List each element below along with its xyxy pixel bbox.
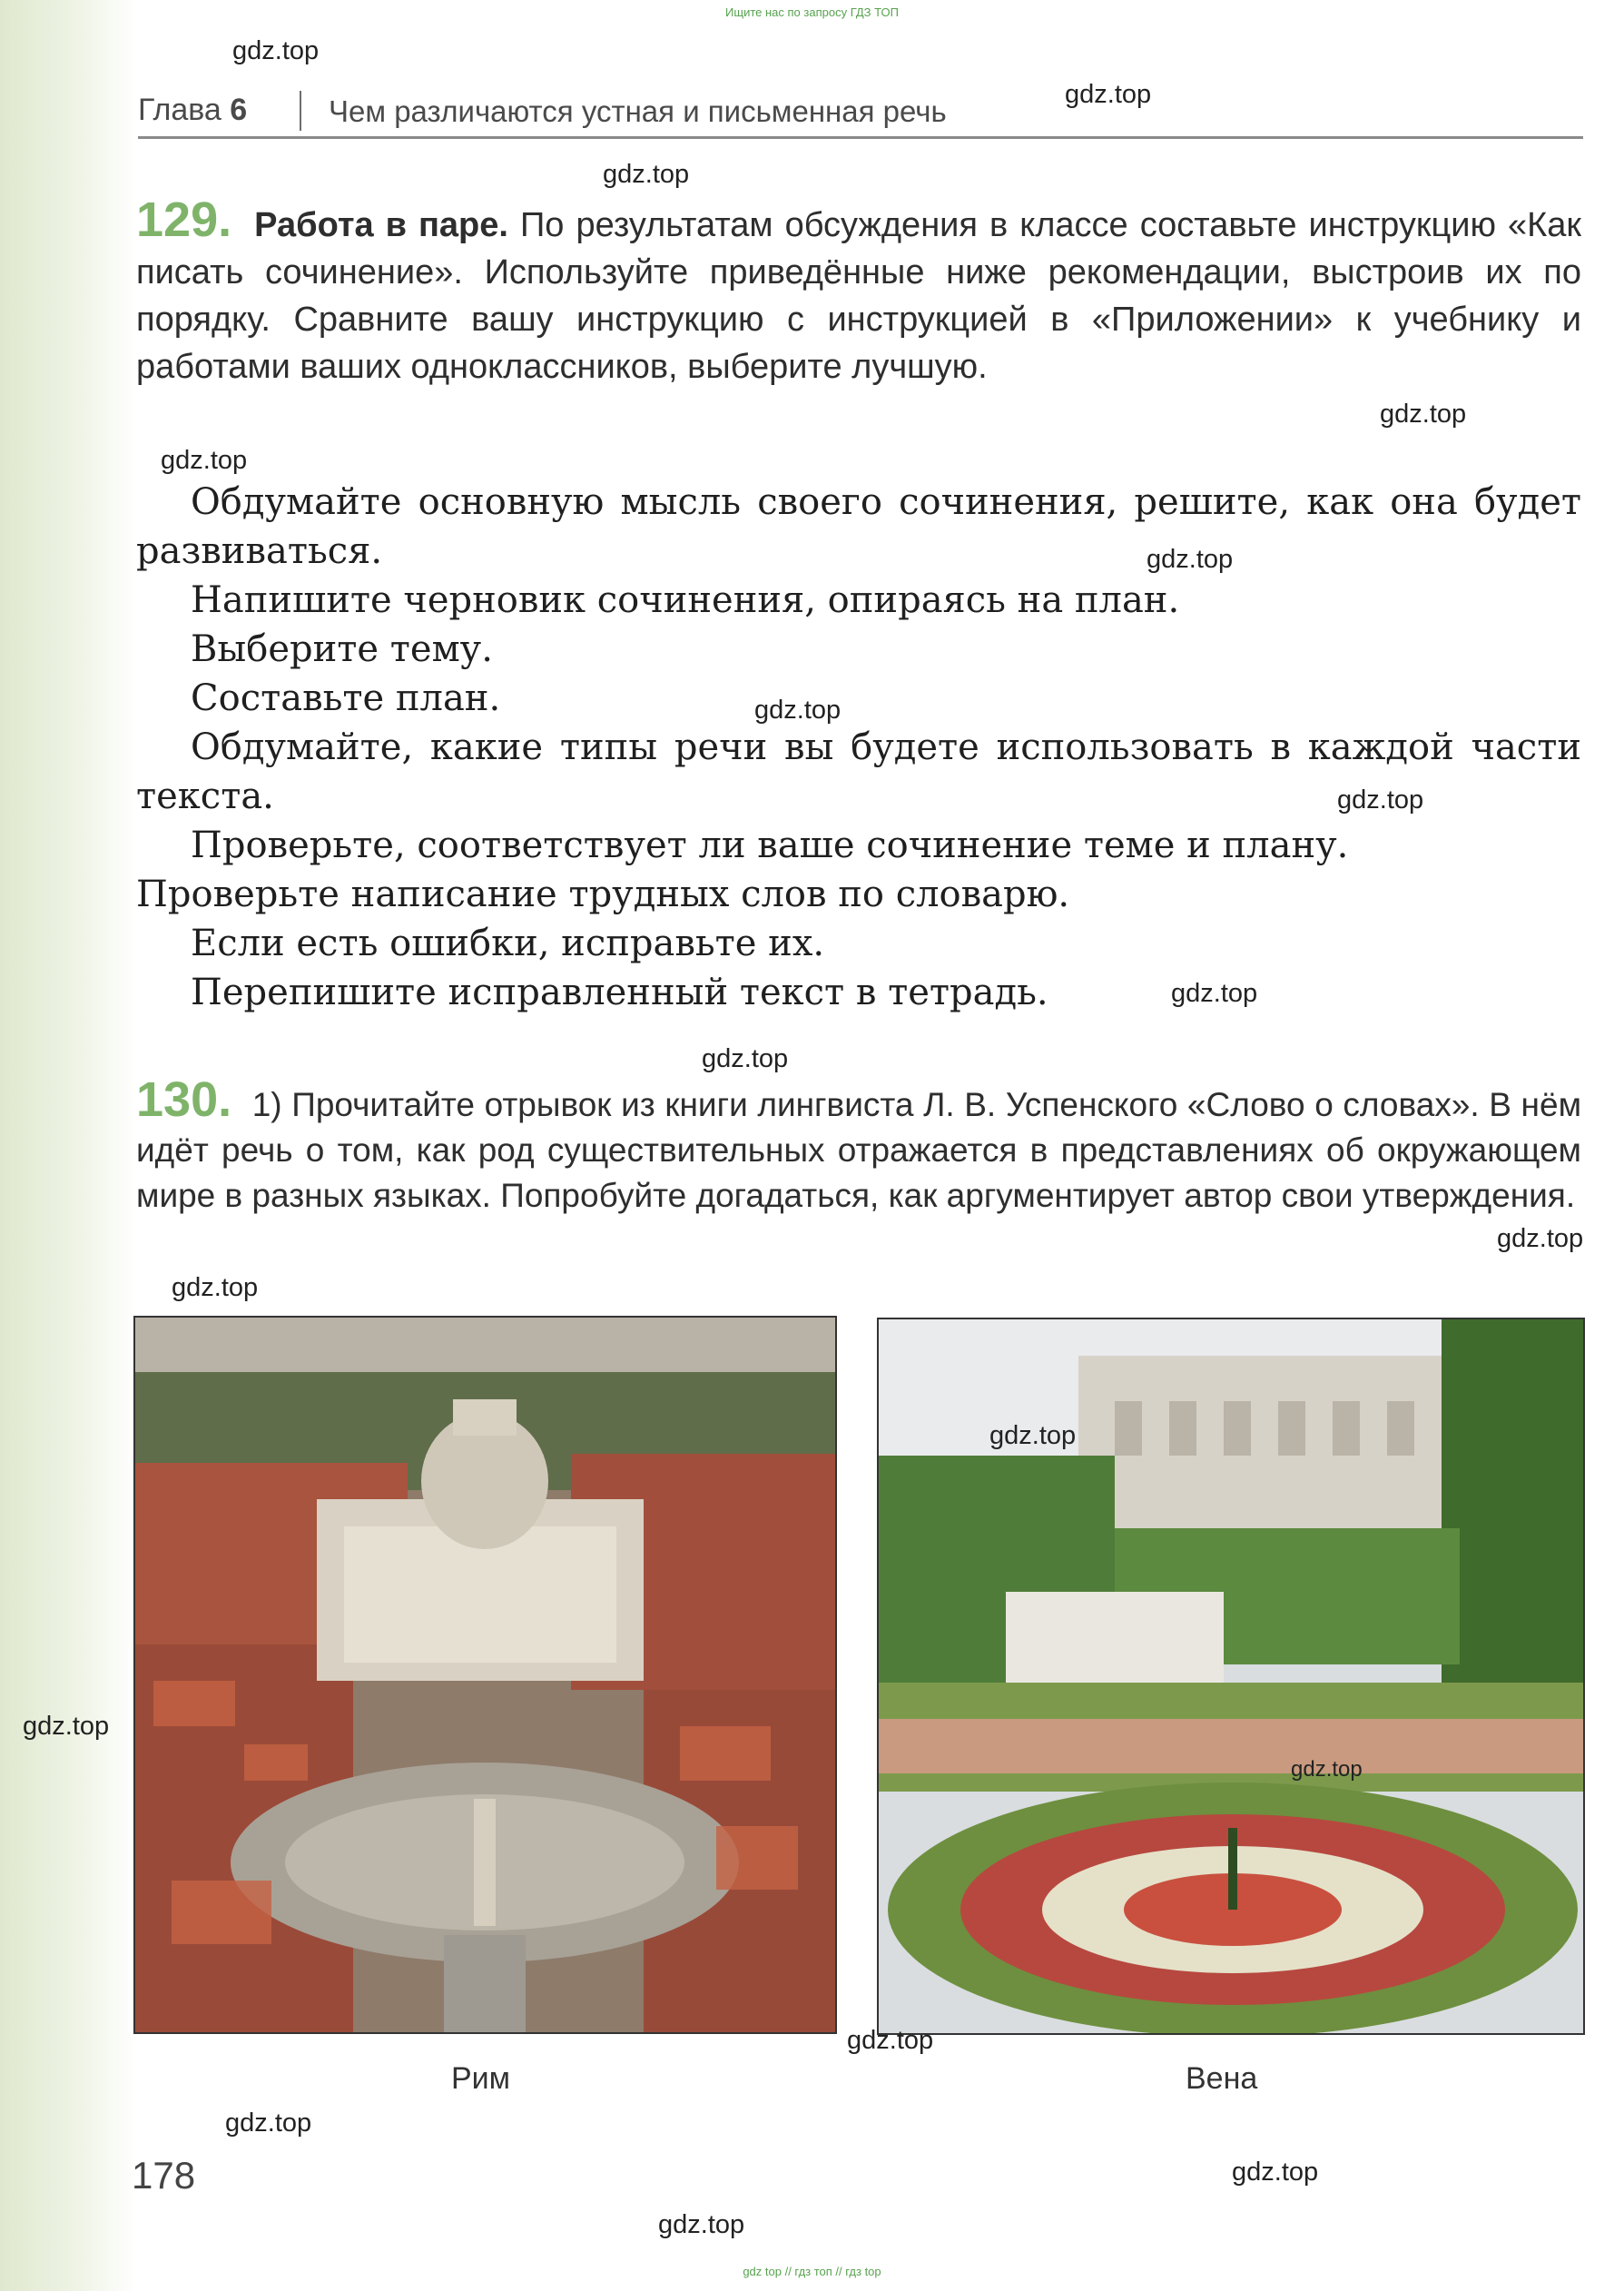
step-item: Составьте план.: [191, 677, 501, 719]
chapter-number: 6: [230, 93, 248, 127]
chapter-word: Глава: [138, 93, 221, 127]
page-margin-tint: [0, 0, 136, 2291]
watermark: gdz.top: [1497, 1224, 1584, 1253]
watermark: gdz.top: [1171, 979, 1258, 1008]
watermark: gdz.top: [23, 1712, 110, 1741]
watermark: gdz.top: [1232, 2158, 1319, 2187]
header-rule: [138, 136, 1583, 139]
watermark: gdz.top: [1147, 545, 1234, 574]
task-lead: Работа в паре.: [254, 206, 508, 244]
rome-illustration: [135, 1318, 835, 2032]
chapter-title: Чем различаются устная и письменная речь: [329, 94, 947, 128]
step-item: Выберите тему.: [191, 628, 493, 670]
watermark: gdz.top: [232, 36, 320, 65]
watermark: gdz.top: [1337, 785, 1424, 815]
watermark: gdz.top: [847, 2026, 934, 2055]
header-divider: [300, 91, 301, 131]
step-item: Обдумайте основную мысль своего сочинения, решите, как она будет развиваться.: [136, 481, 1581, 572]
bottom-banner: gdz top // гдз топ // гдз top: [743, 2265, 881, 2278]
watermark: gdz.top: [754, 696, 842, 725]
step-item: Напишите черновик сочинения, опираясь на план.: [191, 579, 1180, 621]
step-item: Перепишите исправленный текст в тетрадь.: [191, 972, 1048, 1013]
step-item: Обдумайте, какие типы речи вы будете использовать в каждой части текста.: [136, 726, 1581, 817]
step-item: Проверьте написание трудных слов по словарю.: [136, 874, 1070, 915]
step-item: Проверьте, соответствует ли ваше сочинение теме и плану.: [191, 825, 1349, 866]
top-banner: Ищите нас по запросу ГДЗ ТОП: [725, 5, 899, 19]
watermark: gdz.top: [658, 2210, 745, 2239]
watermark: gdz.top: [603, 160, 690, 189]
watermark: gdz.top: [1065, 80, 1152, 109]
vienna-photo: [877, 1318, 1585, 2035]
step-item: Если есть ошибки, исправьте их.: [191, 923, 825, 964]
watermark: gdz.top: [225, 2108, 312, 2138]
rome-caption: Рим: [451, 2061, 511, 2096]
chapter-label: [138, 93, 247, 128]
task-number: 130.: [136, 1072, 232, 1127]
instruction-steps: [136, 478, 1581, 1017]
task-text: 1) Прочитайте отрывок из книги лингвиста Л. В. Успенского «Слово о словах». В нём идёт речь о том, как род существительных отражается в представлениях об окружающем мире в разных языках. Попробуйте догадаться, как аргументирует автор свои утверждения.: [136, 1086, 1582, 1214]
page-number: 178: [132, 2154, 196, 2197]
watermark: gdz.top: [702, 1044, 789, 1073]
watermark: gdz.top: [1380, 400, 1467, 429]
watermark: gdz.top: [989, 1421, 1077, 1450]
task-number: 129.: [136, 193, 232, 247]
task-text: По результатам обсуждения в классе составьте инструкцию «Как писать сочинение». Используйте приведённые ниже рекомендации, выстроив их по порядку. Сравните вашу инструкцию с инструкцией в «Приложении» к учебнику и работами ваших одноклассников, выберите лучшую.: [136, 206, 1581, 386]
watermark: gdz.top: [172, 1273, 259, 1302]
vienna-illustration: [879, 1319, 1583, 2033]
vienna-caption: Вена: [1186, 2061, 1258, 2096]
task-130: [136, 1072, 1582, 1219]
watermark: gdz.top: [1291, 1757, 1363, 1782]
rome-photo: [133, 1316, 837, 2034]
task-129: [136, 193, 1581, 390]
watermark: gdz.top: [161, 446, 248, 475]
chapter-header: [138, 87, 1583, 133]
